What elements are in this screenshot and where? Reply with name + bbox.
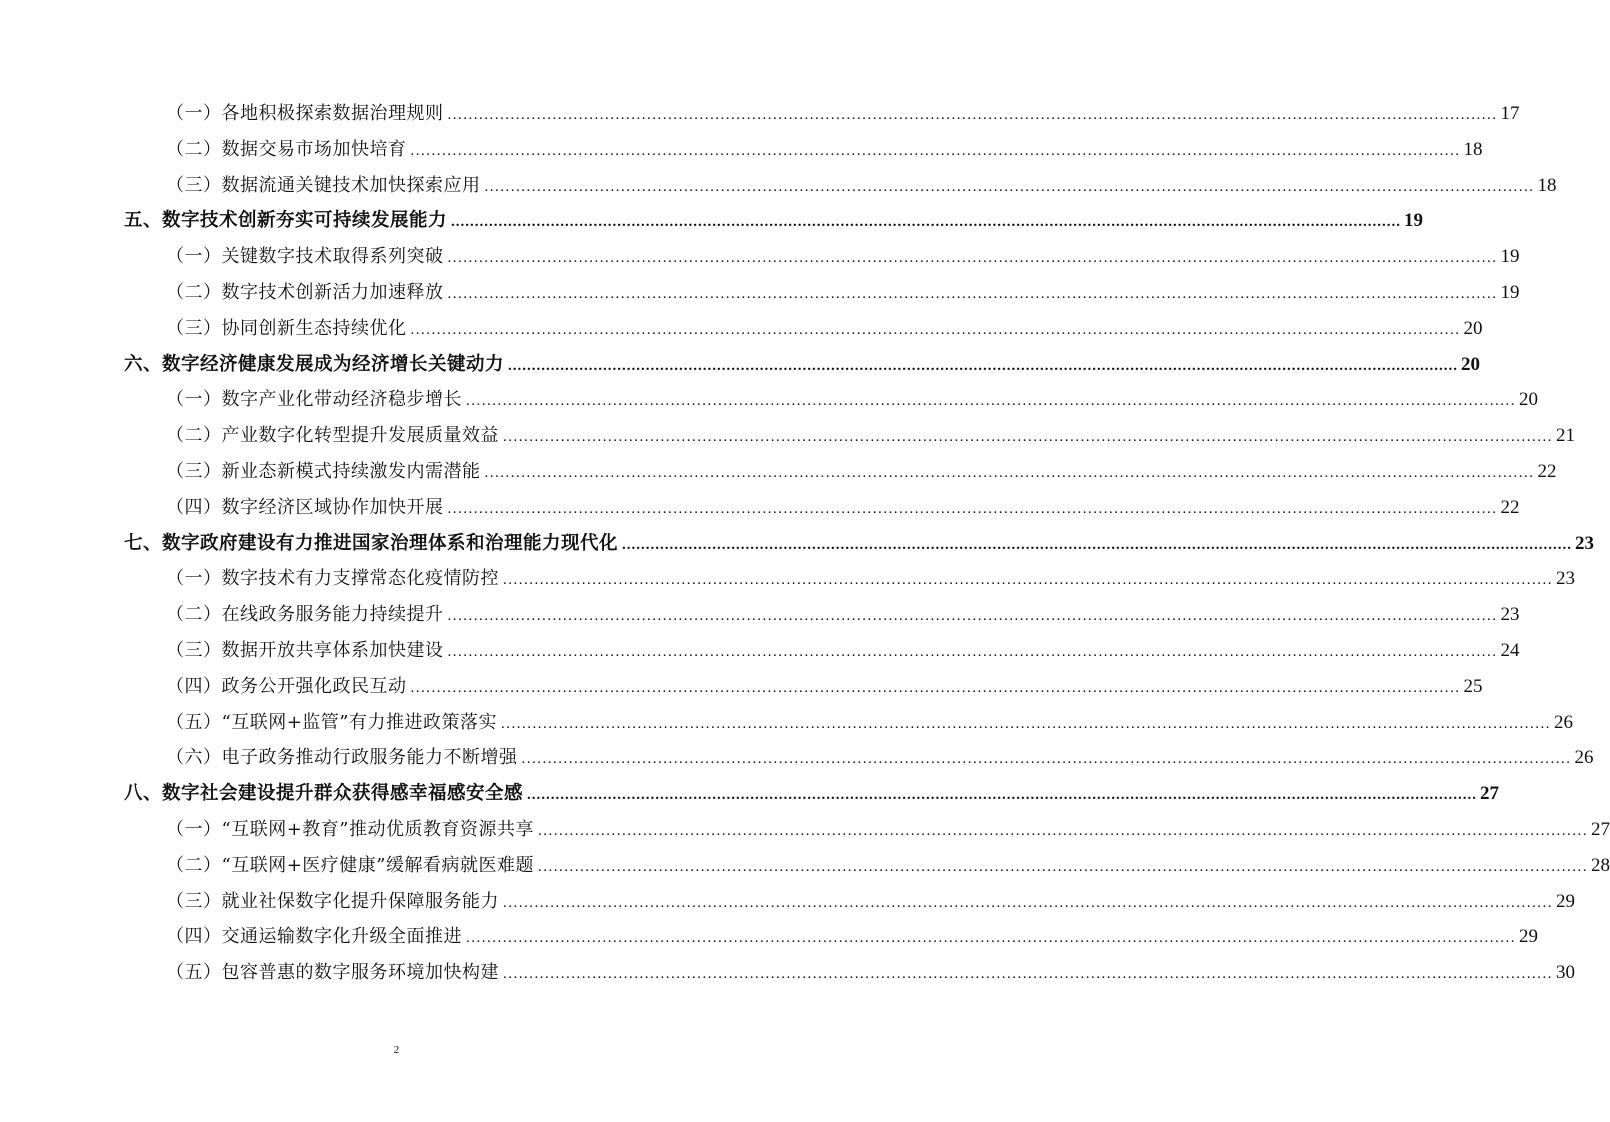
toc-dot-leader: ........................................................................................................................................................................................................ — [410, 142, 1461, 159]
toc-subsection-entry[interactable] — [0, 958, 1575, 994]
toc-subsection-entry[interactable] — [0, 708, 1573, 744]
toc-dot-leader: ........................................................................................................................................................................................................ — [538, 822, 1588, 839]
toc-entry-page-number: 26 — [1554, 711, 1573, 733]
toc-entry-page-number: 28 — [1591, 854, 1610, 876]
toc-subsection-entry[interactable] — [0, 385, 1538, 421]
toc-entry-title: 七、数字政府建设有力推进国家治理体系和治理能力现代化 — [124, 532, 619, 554]
toc-entry-page-number: 29 — [1519, 926, 1538, 948]
toc-entry-page-number: 26 — [1574, 747, 1594, 769]
toc-entry-page-number: 29 — [1556, 890, 1575, 912]
toc-subsection-entry[interactable] — [0, 636, 1520, 672]
toc-section-entry[interactable] — [0, 529, 1595, 565]
toc-entry-title: （三）数据开放共享体系加快建设 — [166, 639, 444, 661]
toc-dot-leader: ........................................................................................................................................................................................................ — [447, 107, 1498, 123]
toc-dot-leader: ........................................................................................................................................................................................................ — [521, 751, 1572, 768]
toc-entry-title: （一）“互联网+教育”推动优质教育资源共享 — [166, 818, 534, 840]
toc-entry-title: （四）交通运输数字化升级全面推进 — [166, 926, 462, 948]
toc-entry-title: （二）在线政务服务能力持续提升 — [166, 604, 444, 626]
toc-entry-page-number: 25 — [1463, 675, 1483, 697]
toc-subsection-entry[interactable] — [0, 278, 1520, 314]
toc-dot-leader: ........................................................................................................................................................................................................ — [447, 608, 1498, 625]
toc-entry-title: （四）数字经济区域协作加快开展 — [166, 496, 444, 518]
toc-subsection-entry[interactable] — [0, 421, 1575, 457]
toc-entry-title: （三）协同创新生态持续优化 — [166, 317, 407, 339]
toc-subsection-entry[interactable] — [0, 743, 1594, 779]
toc-entry-page-number: 27 — [1480, 783, 1500, 805]
toc-entry-page-number: 23 — [1556, 568, 1575, 590]
toc-entry-page-number: 24 — [1500, 639, 1520, 661]
toc-entry-title: （一）数字产业化带动经济稳步增长 — [166, 389, 462, 411]
toc-dot-leader: ........................................................................................................................................................................................................ — [527, 787, 1478, 804]
toc-entry-title: （二）产业数字化转型提升发展质量效益 — [166, 425, 499, 447]
toc-entry-title: （一）数字技术有力支撑常态化疫情防控 — [166, 568, 499, 590]
toc-dot-leader: ........................................................................................................................................................................................................ — [451, 214, 1402, 231]
toc-subsection-entry[interactable] — [0, 171, 1557, 207]
toc-entry-title: （三）数据流通关键技术加快探索应用 — [166, 174, 481, 196]
toc-dot-leader: ........................................................................................................................................................................................................ — [538, 858, 1588, 875]
toc-entry-page-number: 19 — [1404, 210, 1424, 232]
toc-dot-leader: ........................................................................................................................................................................................................ — [484, 464, 1535, 481]
toc-entry-title: （五）“互联网+监管”有力推进政策落实 — [166, 711, 497, 733]
toc-entry-page-number: 17 — [1500, 103, 1520, 124]
toc-subsection-entry[interactable] — [0, 600, 1520, 636]
toc-dot-leader: ........................................................................................................................................................................................................ — [410, 679, 1461, 696]
toc-subsection-entry[interactable] — [0, 887, 1575, 923]
toc-entry-page-number: 20 — [1461, 353, 1481, 375]
toc-entry-title: 八、数字社会建设提升群众获得感幸福感安全感 — [124, 783, 524, 805]
toc-entry-title: （二）数字技术创新活力加速释放 — [166, 281, 444, 303]
toc-dot-leader: ........................................................................................................................................................................................................ — [508, 357, 1459, 374]
toc-dot-leader: ........................................................................................................................................................................................................ — [503, 572, 1553, 589]
toc-entry-page-number: 20 — [1519, 389, 1538, 411]
toc-entry-title: （二）数据交易市场加快培育 — [166, 138, 407, 160]
toc-dot-leader: ........................................................................................................................................................................................................ — [410, 321, 1461, 338]
toc-dot-leader: ........................................................................................................................................................................................................ — [503, 894, 1553, 911]
toc-entry-page-number: 22 — [1537, 460, 1557, 482]
toc-entry-page-number: 22 — [1500, 496, 1520, 518]
toc-entry-title: （六）电子政务推动行政服务能力不断增强 — [166, 747, 518, 769]
toc-entry-page-number: 18 — [1463, 138, 1483, 160]
toc-dot-leader: ........................................................................................................................................................................................................ — [484, 178, 1535, 195]
toc-dot-leader: ........................................................................................................................................................................................................ — [466, 393, 1516, 410]
toc-entry-page-number: 20 — [1463, 317, 1483, 339]
toc-entry-page-number: 19 — [1500, 281, 1520, 303]
toc-subsection-entry[interactable] — [0, 922, 1538, 958]
toc-entry-page-number: 30 — [1556, 962, 1575, 984]
toc-entry-page-number: 19 — [1500, 246, 1520, 268]
toc-subsection-entry[interactable] — [0, 564, 1575, 600]
toc-section-entry[interactable] — [0, 206, 1424, 242]
toc-entry-title: （三）就业社保数字化提升保障服务能力 — [166, 890, 499, 912]
toc-subsection-entry[interactable] — [0, 457, 1557, 493]
toc-subsection-entry[interactable] — [0, 99, 1520, 135]
toc-dot-leader: ........................................................................................................................................................................................................ — [447, 285, 1498, 302]
toc-subsection-entry[interactable] — [0, 672, 1483, 708]
toc-entry-title: （二）“互联网+医疗健康”缓解看病就医难题 — [166, 854, 534, 876]
toc-dot-leader: ........................................................................................................................................................................................................ — [447, 500, 1498, 517]
toc-dot-leader: ........................................................................................................................................................................................................ — [466, 930, 1516, 947]
toc-dot-leader: ........................................................................................................................................................................................................ — [447, 250, 1498, 267]
page-number: 2 — [393, 1044, 400, 1056]
toc-subsection-entry[interactable] — [0, 493, 1520, 529]
toc-subsection-entry[interactable] — [0, 242, 1520, 278]
toc-entry-page-number: 27 — [1591, 818, 1610, 840]
toc-dot-leader: ........................................................................................................................................................................................................ — [447, 643, 1498, 660]
toc-dot-leader: ........................................................................................................................................................................................................ — [503, 966, 1553, 983]
toc-entry-title: （四）政务公开强化政民互动 — [166, 675, 407, 697]
toc-entry-page-number: 18 — [1537, 174, 1557, 196]
toc-entry-page-number: 23 — [1575, 532, 1595, 554]
toc-section-entry[interactable] — [0, 350, 1481, 386]
toc-entry-title: 五、数字技术创新夯实可持续发展能力 — [124, 210, 448, 232]
toc-subsection-entry[interactable] — [0, 314, 1483, 350]
toc-section-entry[interactable] — [0, 779, 1500, 815]
table-of-contents — [0, 99, 1610, 994]
toc-subsection-entry[interactable] — [0, 815, 1610, 851]
toc-entry-title: 六、数字经济健康发展成为经济增长关键动力 — [124, 353, 505, 375]
toc-dot-leader: ........................................................................................................................................................................................................ — [501, 715, 1551, 732]
toc-entry-page-number: 21 — [1556, 425, 1575, 447]
toc-dot-leader: ........................................................................................................................................................................................................ — [622, 536, 1573, 553]
toc-entry-title: （五）包容普惠的数字服务环境加快构建 — [166, 962, 499, 984]
toc-entry-title: （一）各地积极探索数据治理规则 — [166, 103, 444, 124]
toc-entry-page-number: 23 — [1500, 604, 1520, 626]
toc-dot-leader: ........................................................................................................................................................................................................ — [503, 429, 1553, 446]
toc-entry-title: （三）新业态新模式持续激发内需潜能 — [166, 460, 481, 482]
toc-subsection-entry[interactable] — [0, 851, 1610, 887]
toc-entry-title: （一）关键数字技术取得系列突破 — [166, 246, 444, 268]
toc-subsection-entry[interactable] — [0, 135, 1483, 171]
